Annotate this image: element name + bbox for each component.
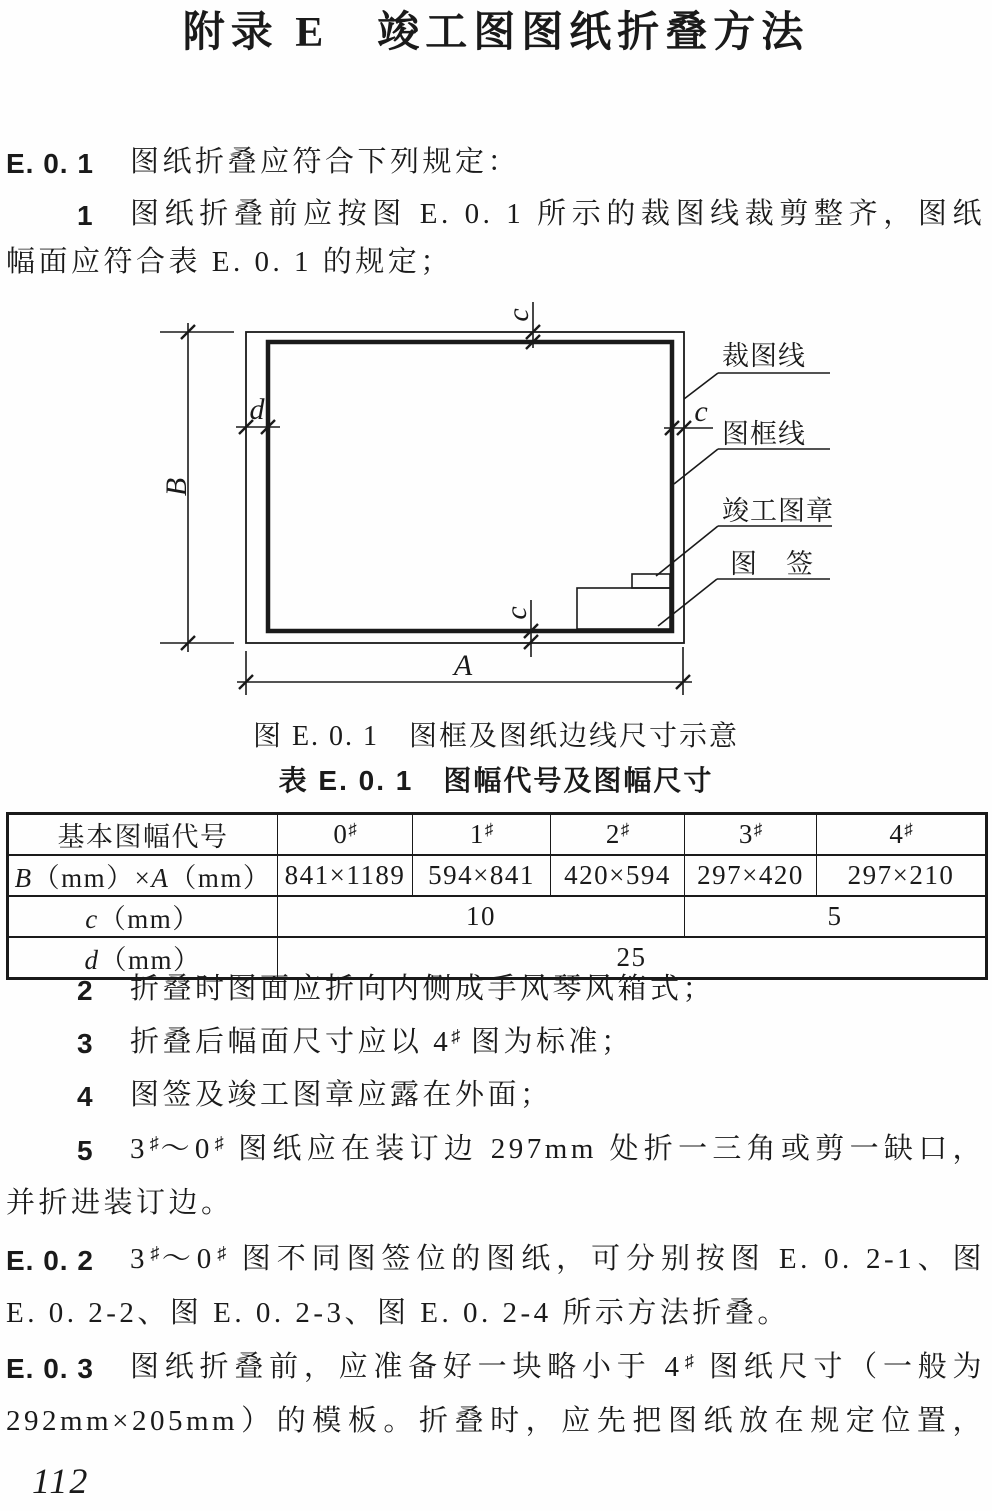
label-stamp: 竣工图章: [722, 496, 834, 526]
clause-e03-text-line2: 292mm×205mm）的模板。折叠时，应先把图纸放在规定位置，: [6, 1405, 985, 1437]
clause-e03-text-line1: 图纸折叠前，应准备好一块略小于 4♯ 图纸尺寸（一般为: [130, 1351, 985, 1383]
table-e01: [6, 812, 988, 980]
dim-label-B: B: [160, 477, 193, 497]
cell-code-2: 2♯: [551, 814, 685, 856]
figure-caption: 图 E. 0. 1 图框及图纸边线尺寸示意: [252, 721, 740, 752]
cell-size-2: 420×594: [551, 855, 685, 896]
table-row-codes: [8, 814, 987, 856]
dim-label-d: d: [249, 393, 265, 426]
cell-size-label: B（mm）×A（mm）: [8, 855, 278, 896]
label-title-block: 图 签: [730, 549, 814, 579]
cell-code-1: 1♯: [413, 814, 551, 856]
cell-d-value: 25: [278, 937, 987, 979]
cell-d-label: d（mm）: [8, 937, 278, 979]
cell-header-label: 基本图幅代号: [8, 814, 278, 856]
cell-code-0: 0♯: [278, 814, 413, 856]
item-4-text: 图签及竣工图章应露在外面；: [130, 1079, 553, 1111]
cell-size-3: 297×420: [685, 855, 817, 896]
clause-e01-number: E. 0. 1: [6, 148, 94, 179]
label-cut-line: 裁图线: [722, 341, 806, 371]
cell-code-3: 3♯: [685, 814, 817, 856]
item-4-number: 4: [77, 1081, 94, 1112]
clause-e02-text-line2: E. 0. 2-2、图 E. 0. 2-3、图 E. 0. 2-4 所示方法折叠。: [6, 1297, 790, 1329]
item-5-text-line2: 并折进装订边。: [6, 1187, 234, 1219]
item-1-text-line2: 幅面应符合表 E. 0. 1 的规定；: [6, 246, 453, 278]
cut-line-rect: [246, 332, 684, 643]
dim-label-c-right: c: [694, 395, 708, 428]
cell-size-1: 594×841: [413, 855, 551, 896]
cell-size-4: 297×210: [817, 855, 987, 896]
item-1-text-line1: 图纸折叠前应按图 E. 0. 1 所示的裁图线裁剪整齐，图纸: [130, 198, 985, 230]
dim-label-c-bottom: c: [500, 606, 533, 620]
page-number: 112: [32, 1461, 90, 1501]
label-frame-line: 图框线: [722, 419, 806, 449]
item-3-text: 折叠后幅面尺寸应以 4♯ 图为标准；: [130, 1026, 634, 1058]
dim-label-c-top: c: [502, 308, 535, 322]
dim-label-A: A: [453, 649, 473, 682]
figure-e01-diagram: [130, 295, 992, 709]
item-1-number: 1: [77, 200, 94, 231]
table-row-c: [8, 896, 987, 937]
item-5-number: 5: [77, 1135, 94, 1166]
title-block-rect: [577, 588, 670, 629]
cell-c-value-5: 5: [685, 896, 987, 937]
table-caption: 表 E. 0. 1 图幅代号及图幅尺寸: [278, 765, 714, 796]
clause-e03-number: E. 0. 3: [6, 1353, 94, 1384]
clause-e02-text-line1: 3♯～0♯ 图不同图签位的图纸，可分别按图 E. 0. 2-1、图: [130, 1243, 985, 1275]
appendix-title: 附录 E 竣工图图纸折叠方法: [182, 10, 810, 56]
item-5-text-line1: 3♯～0♯ 图纸应在装订边 297mm 处折一三角或剪一缺口，: [130, 1133, 986, 1165]
item-2-text: 折叠时图面应折向内侧成手风琴风箱式；: [130, 973, 716, 1005]
stamp-rect: [632, 574, 670, 588]
clause-e02-number: E. 0. 2: [6, 1245, 94, 1276]
item-2-number: 2: [77, 975, 94, 1006]
cell-c-label: c（mm）: [8, 896, 278, 937]
clause-e01-text: 图纸折叠应符合下列规定：: [130, 146, 521, 178]
cell-size-0: 841×1189: [278, 855, 413, 896]
item-3-number: 3: [77, 1028, 94, 1059]
cell-c-value-10: 10: [278, 896, 685, 937]
table-row-sizes: [8, 855, 987, 896]
cell-code-4: 4♯: [817, 814, 987, 856]
